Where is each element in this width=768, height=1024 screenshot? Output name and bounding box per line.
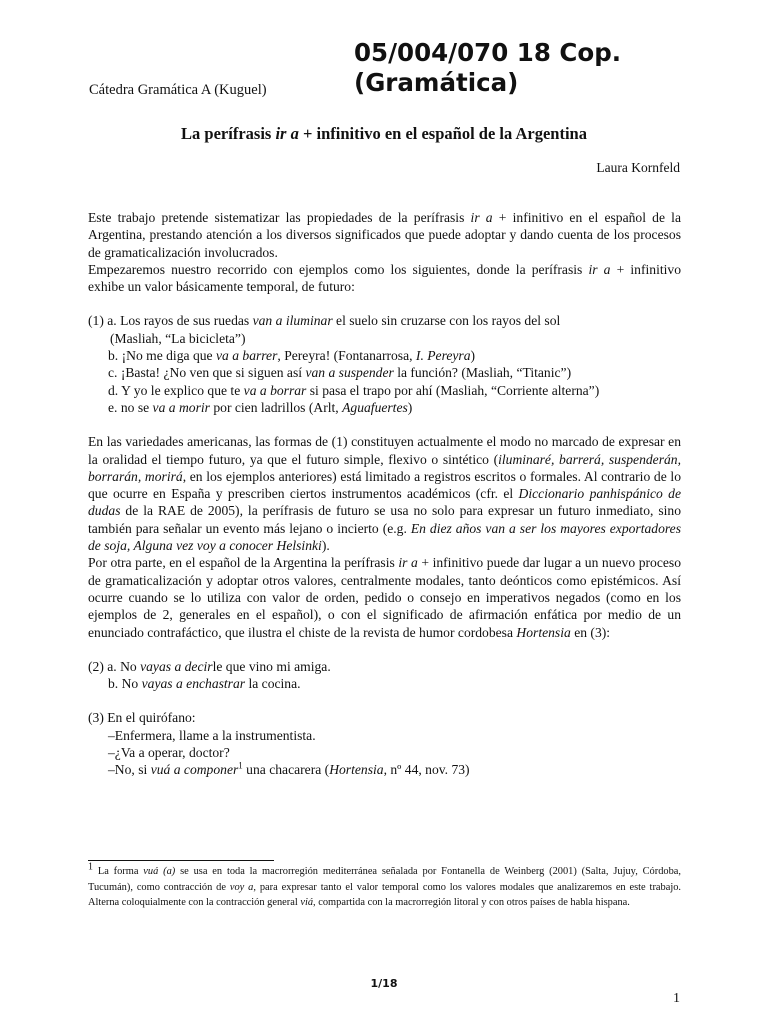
title-italic: ir a: [275, 124, 299, 143]
text: , en los ejemplos anteriores) está limitado a registros escritos o formales. Al contrario de lo que ocurre en España y prescriben ciertos instrumentos académicos (cfr. el: [88, 468, 681, 502]
text: e. no se: [108, 399, 153, 415]
text-italic: va a barrer: [215, 348, 278, 364]
text-italic: I. Pereyra: [415, 348, 471, 364]
text-italic: van a iluminar: [252, 313, 333, 329]
example-3-line-2: –Enfermera, llame a la instrumentista.: [108, 727, 316, 743]
example-3: [88, 709, 681, 778]
text-italic: viá: [300, 897, 314, 908]
stamp-line-1: 05/004/070 18 Cop.: [354, 38, 622, 67]
page-counter: 1/18: [370, 977, 398, 990]
author-name: Laura Kornfeld: [596, 160, 680, 175]
text-italic: voy a: [229, 881, 254, 893]
text: –No, si: [108, 762, 151, 778]
text: , Pereyra! (Fontanarrosa,: [277, 348, 416, 364]
title-text-end: + infinitivo en el español de la Argentina: [298, 124, 587, 143]
example-1e: [88, 399, 681, 416]
text: si pasa el trapo por ahí (Masliah, “Corriente alterna”): [306, 382, 600, 398]
page-number: 1: [673, 991, 680, 1006]
text-italic: ir a: [398, 555, 418, 571]
footnote-ref[interactable]: 1: [238, 760, 243, 771]
text-italic: va a borrar: [243, 382, 307, 398]
text: la función? (Masliah, “Titanic”): [393, 365, 572, 381]
text-italic: vuá a componer: [150, 762, 239, 778]
example-1d: [88, 382, 681, 399]
title-text: La perífrasis: [181, 124, 276, 143]
text: ): [470, 348, 476, 364]
text: de la RAE de 2005), la perífrasis de futuro se usa no solo para expresar un futuro inmediato, sino también para señalar un evento más lejano o incierto (e.g.: [88, 503, 681, 536]
text: (2) a. No: [88, 658, 141, 674]
text-italic: Aguafuertes: [342, 399, 408, 415]
text: + infinitivo exhibe un valor básicamente temporal, de futuro:: [88, 261, 682, 295]
example-1c: [88, 364, 681, 381]
text: el suelo sin cruzarse con los rayos del sol: [332, 313, 561, 329]
text-italic: Hortensia: [329, 762, 384, 778]
text: ).: [321, 538, 330, 554]
example-1: [88, 312, 681, 416]
text-italic: van a suspender: [305, 365, 394, 381]
text: + infinitivo puede dar lugar a un nuevo proceso de gramaticalización y adoptar otros valores, centralmente modales, tanto deónticos como epistémicos. Así ocurre cuando se lo utiliza con valor de orden, pedido o consejo en imperativos negados (como en los ejemplos de 2, generales en el español), o con el significado de afirmación enfática por medio de un enunciado contrafáctico, que ilustra el chiste de la revista de humor cordobesa: [88, 555, 681, 640]
text: una chacarera (: [242, 762, 330, 778]
example-3-line-3: –¿Va a operar, doctor?: [108, 745, 230, 761]
text: , para expresar tanto el valor temporal como los valores modales que analizaremos en este trabajo. Alterna coloquialmente con la contracción general: [88, 881, 682, 908]
text-italic: ir a: [588, 261, 611, 277]
stamp-line-2: (Gramática): [354, 68, 519, 97]
document-stamp: [354, 38, 621, 98]
text: En las variedades americanas, las formas de (1) constituyen actualmente el modo no marcado de expresar en la oralidad el tiempo futuro, ya que el futuro simple, flexivo o sintético (: [88, 434, 681, 467]
text: (1) a. Los rayos de sus ruedas: [88, 313, 253, 329]
example-3-line-1: (3) En el quirófano:: [88, 710, 196, 726]
text-italic: ir a: [470, 210, 493, 225]
text-italic: iluminaré, barrerá, suspenderán, borrarán, morirá: [88, 451, 681, 484]
example-3-line-4: [88, 761, 681, 778]
example-2: [88, 658, 681, 693]
paragraph-argentina: [88, 554, 681, 640]
text: , compartida con la macrorregión litoral y con otros países de habla hispana.: [313, 897, 630, 908]
paragraph-examples-intro: [88, 261, 681, 296]
text: en (3):: [570, 624, 611, 640]
text-italic: Hortensia: [516, 624, 571, 640]
document-title: [0, 124, 768, 144]
footnote-number: 1: [88, 861, 93, 873]
example-1b: [88, 347, 681, 364]
example-1a-source: (Masliah, “La bicicleta”): [110, 330, 246, 346]
catedra-header: Cátedra Gramática A (Kuguel): [89, 82, 267, 98]
text-italic: En diez años van a ser los mayores exportadores de soja, Alguna vez voy a conocer Helsinki: [88, 520, 681, 554]
text: c. ¡Basta! ¿No ven que si siguen así: [108, 365, 306, 381]
paragraph-intro: [88, 209, 681, 261]
document-body: [88, 209, 681, 779]
text: por cien ladrillos (Arlt,: [209, 399, 343, 415]
example-1a: [88, 312, 681, 329]
footnote-separator: [88, 860, 274, 861]
footnote-1: [88, 861, 682, 911]
text-italic: va a morir: [152, 399, 210, 415]
text: d. Y yo le explico que te: [108, 382, 244, 398]
paragraph-american-varieties: [88, 433, 681, 554]
text: ): [407, 399, 413, 415]
example-2b: [88, 675, 681, 692]
text: Empezaremos nuestro recorrido con ejemplos como los siguientes, donde la perífrasis: [88, 261, 589, 277]
text: Este trabajo pretende sistematizar las propiedades de la perífrasis: [88, 210, 471, 225]
text: b. No: [108, 676, 142, 692]
text: b. ¡No me diga que: [108, 348, 216, 364]
text-italic: Diccionario panhispánico de dudas: [88, 486, 681, 519]
text: + infinitivo en el español de la Argentina, prestando atención a los diversos significados que puede adoptar y dando cuenta de los procesos de gramaticalización involucrados.: [88, 210, 681, 260]
text: la cocina.: [245, 676, 301, 692]
text: La forma: [93, 866, 144, 877]
text-italic: vayas a decir: [140, 658, 213, 674]
text: Por otra parte, en el español de la Argentina la perífrasis: [88, 555, 399, 571]
text-italic: vuá (a): [143, 866, 176, 877]
text: , nº 44, nov. 73): [383, 762, 470, 778]
text: le que vino mi amiga.: [212, 658, 331, 674]
text: se usa en toda la macrorregión mediterránea señalada por Fontanella de Weinberg (2001) (Salta, Jujuy, Córdoba, Tucumán), como contracción de: [88, 866, 682, 893]
text-italic: vayas a enchastrar: [141, 676, 246, 692]
example-2a: [88, 658, 681, 675]
